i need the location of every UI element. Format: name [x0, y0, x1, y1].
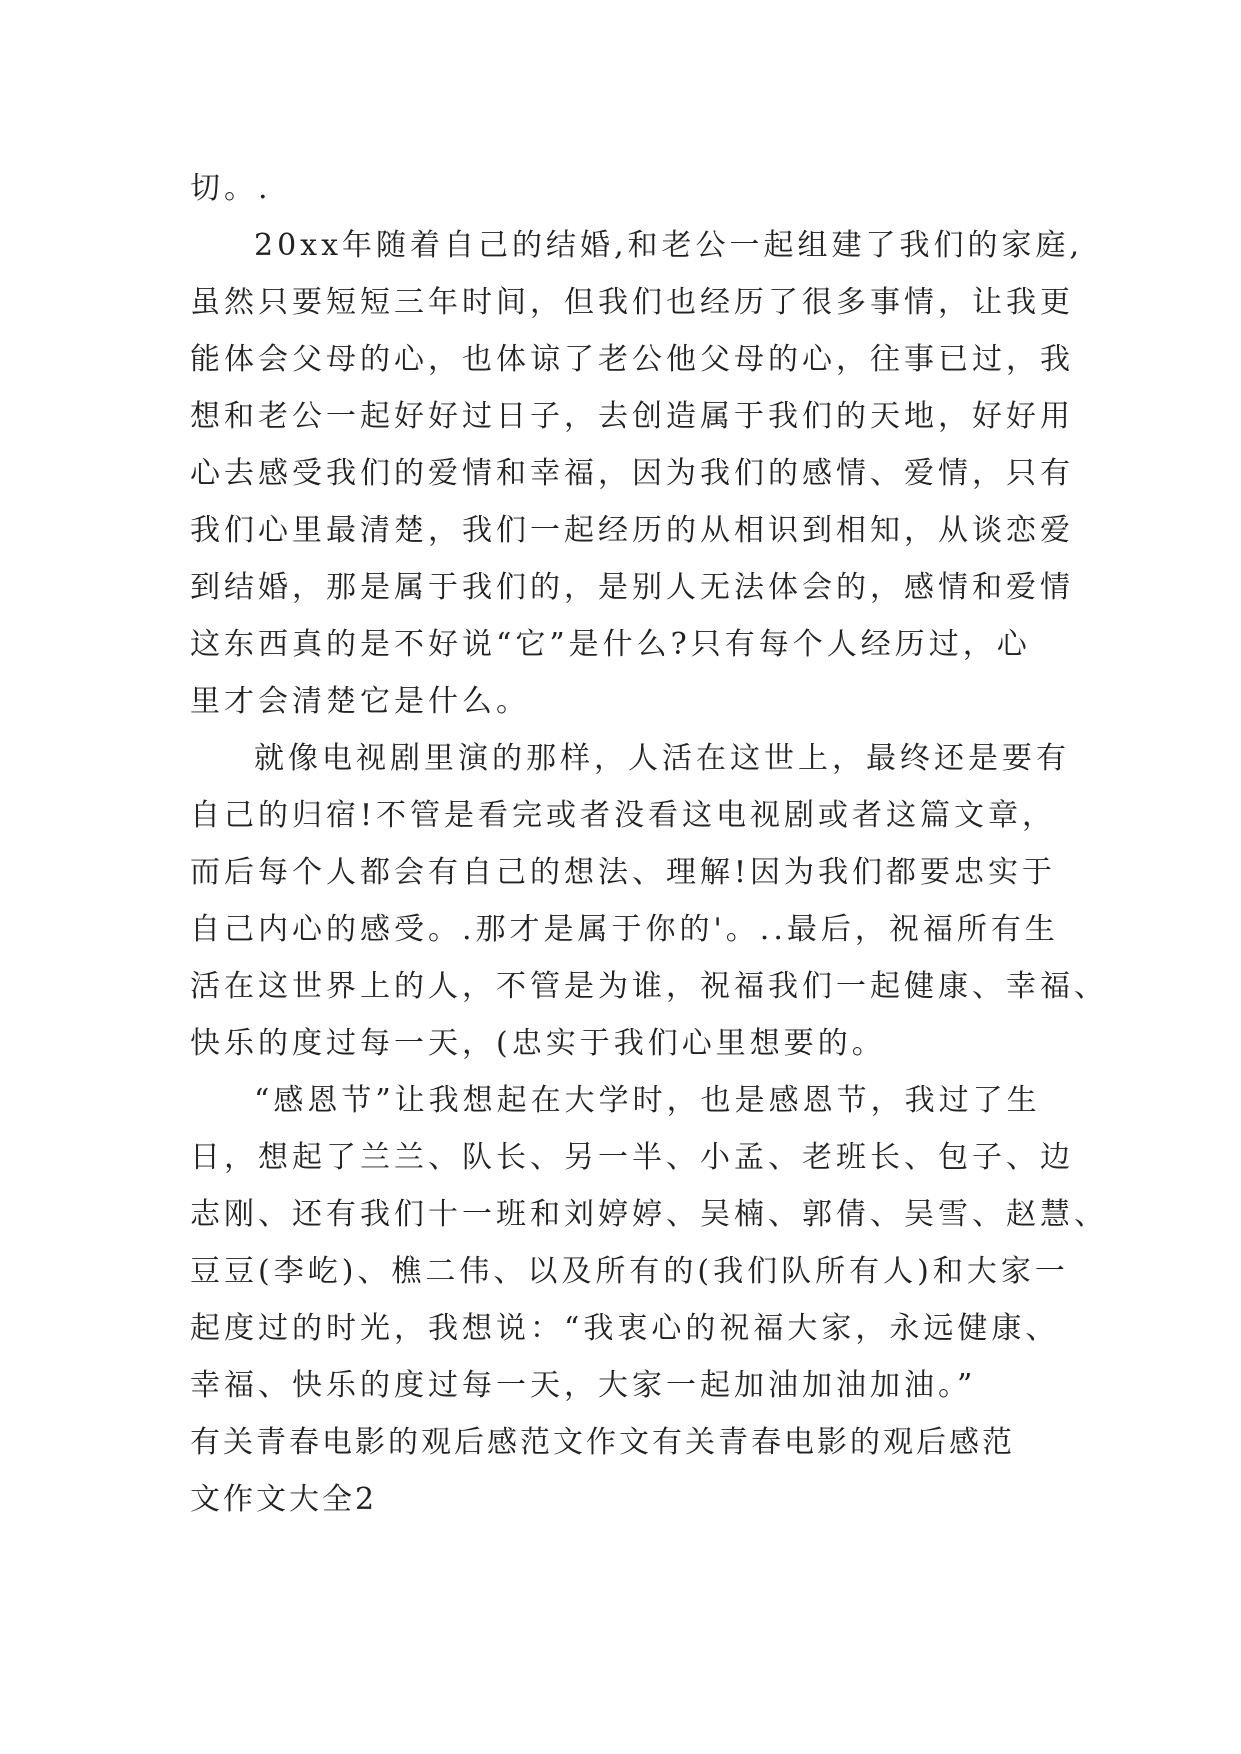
- text-line: 心去感受我们的爱情和幸福，因为我们的感情、爱情，只有: [190, 456, 1074, 491]
- text-line: “感恩节”让我想起在大学时，也是感恩节，我过了生: [254, 1083, 1041, 1118]
- text-line: 切。.: [190, 171, 272, 206]
- section-heading: [190, 1414, 1090, 1528]
- text-line: 自己的归宿!不管是看完或者没看这电视剧或者这篇文章，: [190, 798, 1057, 833]
- text-line: 志刚、还有我们十一班和刘婷婷、吴楠、郭倩、吴雪、赵慧、: [190, 1197, 1108, 1232]
- text-line: 虽然只要短短三年时间，但我们也经历了很多事情，让我更: [190, 285, 1074, 320]
- text-line: 而后每个人都会有自己的想法、理解!因为我们都要忠实于: [190, 855, 1057, 890]
- text-line: 就像电视剧里演的那样，人活在这世上，最终还是要有: [254, 741, 1070, 776]
- text-line: 豆豆(李屹)、樵二伟、以及所有的(我们队所有人)和大家一: [190, 1254, 1069, 1289]
- document-body: [190, 160, 1108, 1528]
- text-line: 我们心里最清楚，我们一起经历的从相识到相知，从谈恋爱: [190, 513, 1074, 548]
- text-line: 快乐的度过每一天，(忠实于我们心里想要的。: [190, 1026, 886, 1061]
- heading-line: 有关青春电影的观后感范文作文有关青春电影的观后感范: [190, 1425, 1015, 1460]
- text-line: 自己内心的感受。.那才是属于你的'。..最后，祝福所有生: [190, 912, 1059, 947]
- paragraph-continuation: [190, 160, 1090, 217]
- text-line: 20xx年随着自己的结婚,和老公一起组建了我们的家庭,: [254, 228, 1084, 263]
- text-line: 起度过的时光，我想说：“我衷心的祝福大家，永远健康、: [190, 1311, 1060, 1346]
- text-line: 能体会父母的心，也体谅了老公他父母的心，往事已过，我: [190, 342, 1074, 377]
- text-line: 这东西真的是不好说“它”是什么?只有每个人经历过，心: [190, 627, 1031, 662]
- text-line: 日，想起了兰兰、队长、另一半、小孟、老班长、包子、边: [190, 1140, 1074, 1175]
- text-line: 想和老公一起好好过日子，去创造属于我们的天地，好好用: [190, 399, 1074, 434]
- heading-line: 文作文大全2: [190, 1482, 378, 1517]
- paragraph-thanksgiving: [190, 1072, 1108, 1414]
- paragraph-tv-drama: [190, 730, 1108, 1072]
- text-line: 到结婚，那是属于我们的，是别人无法体会的，感情和爱情: [190, 570, 1074, 605]
- text-line: 活在这世界上的人，不管是为谁，祝福我们一起健康、幸福、: [190, 969, 1108, 1004]
- paragraph-marriage: [190, 217, 1090, 730]
- text-line: 幸福、快乐的度过每一天，大家一起加油加油加油。”: [190, 1368, 977, 1403]
- text-line: 里才会清楚它是什么。: [190, 684, 530, 719]
